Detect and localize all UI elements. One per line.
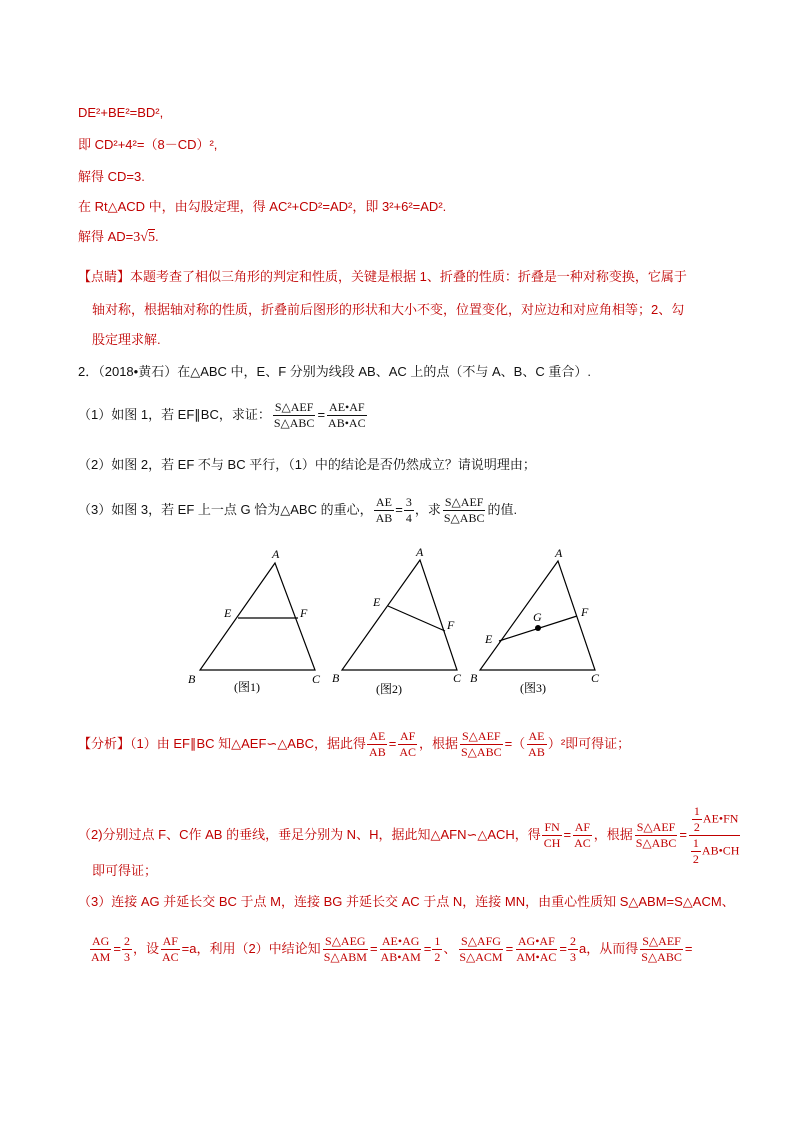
analysis-2 — [78, 805, 742, 866]
fig2-label-f: F — [447, 618, 455, 632]
a2-big-fraction — [688, 805, 742, 866]
fig1-caption: (图1) — [234, 680, 260, 694]
fig1-triangle — [200, 563, 315, 670]
a3-frac-3 — [160, 935, 181, 964]
a3-f8-den: AM•AC — [516, 950, 557, 964]
q3-prefix: （3）如图 3，若 EF 上一点 G 恰为△ABC 的重心， — [78, 501, 373, 517]
a3-f1-den: AM — [91, 950, 111, 964]
fig3-label-f: F — [581, 605, 589, 619]
a3-frac-5 — [379, 935, 423, 964]
comment-line-2: 轴对称，根据轴对称的性质，折叠前后图形的形状和大小不变，位置变化，对应边和对应角相等；2、勾 — [92, 302, 685, 317]
q3-f2-num: 3 — [405, 495, 412, 509]
q3-frac-3 — [442, 496, 487, 525]
q3-eq: = — [395, 501, 403, 517]
a3-f9-den: 3 — [570, 950, 577, 964]
a3-t4: a，从而得 — [579, 940, 639, 956]
a3-frac-6 — [432, 935, 442, 964]
a1-frac-3 — [459, 730, 504, 759]
a3-frac-7 — [457, 935, 504, 964]
a1-suffix: ）²即可得证； — [547, 735, 631, 751]
a2-big-num — [689, 805, 741, 836]
analysis-1 — [78, 730, 630, 759]
a3-f1-num: AG — [92, 934, 110, 948]
a3-eq4: = — [505, 940, 514, 956]
sqrt-sign: √ — [140, 230, 148, 245]
a3-f6-den: 2 — [434, 950, 441, 964]
figure-2 — [342, 560, 457, 670]
q1-rhs-den: AB•AC — [328, 416, 366, 430]
fig1-label-a: A — [272, 547, 280, 561]
a1-f2-den: AC — [399, 745, 416, 759]
a2-big-num-half-d: 2 — [693, 820, 700, 834]
a3-f7-den: S△ACM — [459, 950, 503, 964]
a3-frac-1 — [89, 935, 112, 964]
a3-frac-4 — [322, 935, 369, 964]
a3-f4-num: S△AEG — [325, 934, 366, 948]
q1-lhs-num: S△AEF — [274, 400, 314, 414]
a3-eq6: = — [684, 940, 693, 956]
solution-line-5 — [78, 228, 159, 247]
a3-frac-2 — [122, 935, 132, 964]
geometry-figures — [180, 545, 620, 705]
q3-f2-den: 4 — [405, 511, 412, 525]
a3-f10-den: S△ABC — [641, 950, 682, 964]
question-1 — [78, 401, 369, 430]
a3-t2: =a，利用（2）中结论知 — [181, 940, 321, 956]
q3-suffix: 的值. — [487, 501, 518, 517]
question-3 — [78, 496, 517, 525]
a2-frac-2 — [572, 821, 593, 850]
a3-frac-8 — [514, 935, 558, 964]
a3-eq1: = — [113, 940, 121, 956]
fig1-label-e: E — [224, 606, 232, 620]
q3-f1-den: AB — [375, 511, 393, 525]
a3-f5-den: AB•AM — [380, 950, 421, 964]
a3-f3-den: AC — [161, 950, 179, 964]
solution-line-1: DE²+BE²=BD², — [78, 105, 164, 120]
a2-mid: ，根据 — [593, 826, 633, 842]
a3-eq2: = — [369, 940, 378, 956]
a1-mid: ，根据 — [418, 735, 458, 751]
fig1-label-b: B — [188, 672, 196, 686]
figure-1 — [200, 563, 315, 670]
fig1-label-f: F — [300, 606, 308, 620]
a2-big-den — [688, 836, 742, 866]
a2-eq: = — [563, 826, 572, 842]
q1-rhs-num: AE•AF — [329, 400, 365, 414]
a2-big-den-rest: AB•CH — [701, 843, 740, 858]
fig2-label-a: A — [416, 545, 424, 559]
a3-eq5: = — [559, 940, 568, 956]
a1-f2-num: AF — [399, 729, 416, 743]
a2-f2-den: AC — [574, 836, 591, 850]
analysis-tag: 【分析】 — [78, 735, 131, 751]
a2-big-num-half — [692, 805, 702, 834]
a1-frac-4 — [526, 730, 547, 759]
analysis-3-line-2 — [88, 935, 692, 964]
sqrt-radicand: 5 — [147, 230, 155, 245]
a2-f3-den: S△ABC — [635, 836, 677, 850]
fig2-caption: (图2) — [376, 682, 402, 696]
q3-frac-2 — [404, 496, 414, 525]
fig2-label-e: E — [373, 595, 381, 609]
comment-tag: 【点睛】 — [78, 269, 131, 284]
q3-f3-den: S△ABC — [443, 511, 485, 525]
a3-t1: ，设 — [132, 940, 159, 956]
comment-text-1: 本题考查了相似三角形的判定和性质，关键是根据 1、折叠的性质：折叠是一种对称变换，它属于 — [130, 269, 687, 284]
a1-f3-num: S△AEF — [462, 729, 501, 743]
q3-f3-num: S△AEF — [444, 495, 484, 509]
a2-frac-3 — [634, 821, 679, 850]
a2-big-num-half-n: 1 — [693, 804, 700, 818]
q1-prefix: （1）如图 1，若 EF∥BC，求证： — [78, 406, 271, 422]
analysis-3-line-1: （3）连接 AG 并延长交 BC 于点 M，连接 BG 并延长交 AC 于点 N，连接 MN，由重心性质知 S△ABM=S△ACM、 — [78, 894, 735, 909]
solution-line-3: 解得 CD=3. — [78, 169, 145, 184]
q3-frac-1 — [374, 496, 395, 525]
a3-f10-num: S△AEF — [642, 934, 681, 948]
a2-prefix: （2)分别过点 F、C作 AB 的垂线，垂足分别为 N、H，据此知△AFN∽△ACH，得 — [78, 826, 541, 842]
analysis-2-line-2: 即可得证； — [92, 863, 158, 878]
q1-rhs-fraction — [326, 401, 368, 430]
a2-frac-1 — [542, 821, 563, 850]
a1-f1-den: AB — [369, 745, 386, 759]
q1-lhs-fraction — [272, 401, 317, 430]
solution-line-5-suffix: . — [154, 229, 159, 244]
question-2: （2）如图 2，若 EF 不与 BC 平行，（1）中的结论是否仍然成立？请说明理由； — [78, 457, 536, 472]
q3-mid: ，求 — [414, 501, 441, 517]
a3-f4-den: S△ABM — [323, 950, 367, 964]
a1-prefix: （1）由 EF∥BC 知△AEF∽△ABC，据此得 — [130, 735, 367, 751]
a2-f2-num: AF — [574, 820, 591, 834]
solution-line-4: 在 Rt△ACD 中，由勾股定理，得 AC²+CD²=AD²，即 3²+6²=AD². — [78, 199, 447, 214]
fig1-label-c: C — [312, 672, 321, 686]
a3-f9-num: 2 — [570, 934, 577, 948]
a2-f1-num: FN — [544, 820, 560, 834]
a3-f5-num: AE•AG — [381, 934, 420, 948]
fig3-label-g: G — [533, 610, 542, 624]
a1-f1-num: AE — [369, 729, 386, 743]
a1-eq1: = — [388, 735, 397, 751]
fig3-label-c: C — [591, 671, 600, 685]
fig3-centroid-point — [535, 625, 541, 631]
q3-f1-num: AE — [375, 495, 392, 509]
a1-eq2: =（ — [504, 735, 526, 751]
a3-frac-9 — [568, 935, 578, 964]
a3-f6-num: 1 — [434, 934, 441, 948]
a1-f4-den: AB — [528, 745, 545, 759]
a3-frac-10 — [639, 935, 684, 964]
fig3-caption: (图3) — [520, 681, 546, 695]
a2-f1-den: CH — [543, 836, 561, 850]
a2-big-den-half-n: 1 — [692, 836, 699, 850]
solution-line-2: 即 CD²+4²=（8－CD）², — [78, 137, 218, 152]
a3-f2-num: 2 — [123, 934, 130, 948]
a2-big-num-rest: AE•FN — [702, 811, 739, 826]
a3-t3: 、 — [443, 940, 457, 956]
a2-eq2: = — [679, 826, 687, 842]
comment-line-1 — [78, 268, 687, 286]
a1-f4-num: AE — [528, 729, 545, 743]
a2-f3-num: S△AEF — [636, 820, 676, 834]
a3-eq3: = — [423, 940, 432, 956]
fig2-label-c: C — [453, 671, 462, 685]
a3-f8-num: AG•AF — [517, 934, 555, 948]
a1-frac-1 — [367, 730, 388, 759]
a3-f3-num: AF — [162, 934, 178, 948]
problem-header: 2．（2018•黄石）在△ABC 中，E、F 分别为线段 AB、AC 上的点（不与 A、B、C 重合）. — [78, 364, 591, 379]
q1-lhs-den: S△ABC — [273, 416, 315, 430]
fig2-triangle — [342, 560, 457, 670]
fig3-label-e: E — [485, 632, 493, 646]
fig3-label-b: B — [470, 671, 478, 685]
a3-f7-num: S△AFG — [461, 934, 501, 948]
a2-big-den-half — [691, 837, 701, 866]
fig2-label-b: B — [332, 671, 340, 685]
comment-line-3: 股定理求解. — [92, 332, 161, 347]
q1-eq: = — [317, 406, 326, 422]
a2-big-den-half-d: 2 — [692, 852, 699, 866]
sqrt-coefficient: 3 — [133, 230, 141, 245]
a1-f3-den: S△ABC — [461, 745, 502, 759]
solution-line-5-prefix: 解得 AD= — [78, 229, 134, 244]
a1-frac-2 — [397, 730, 418, 759]
fig3-label-a: A — [555, 546, 563, 560]
a3-f2-den: 3 — [123, 950, 130, 964]
